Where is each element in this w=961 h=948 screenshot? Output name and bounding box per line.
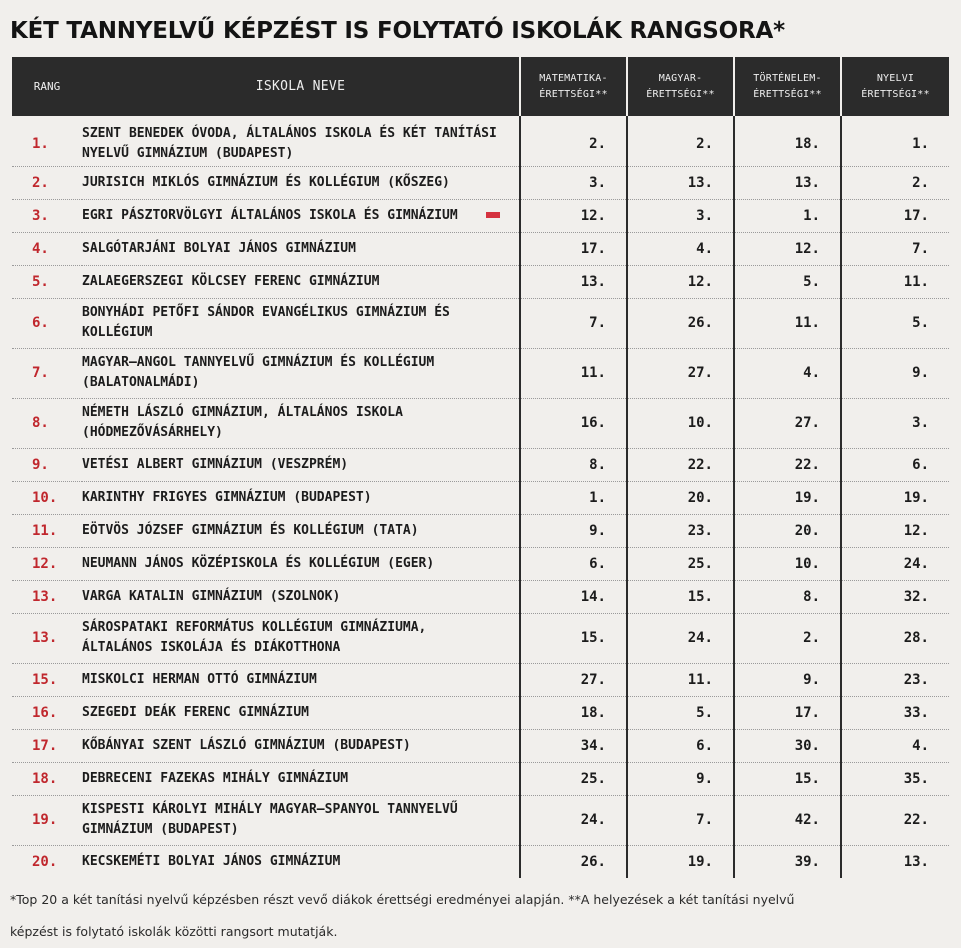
school-name-line: ZALAEGERSZEGI KÖLCSEY FERENC GIMNÁZIUM xyxy=(82,273,380,289)
header-hungarian xyxy=(627,57,734,116)
school-cell xyxy=(82,514,520,547)
math-rank-cell: 17. xyxy=(520,232,627,265)
school-name-line: NEUMANN JÁNOS KÖZÉPISKOLA ÉS KOLLÉGIUM (EGER) xyxy=(82,555,435,571)
school-name-line: SZENT BENEDEK ÓVODA, ÁLTALÁNOS ISKOLA ÉS KÉT TANÍTÁSI xyxy=(82,125,497,141)
header-math-line-2: ÉRETTSÉGI** xyxy=(539,88,608,100)
history-rank-cell: 12. xyxy=(734,232,841,265)
school-name-line: VETÉSI ALBERT GIMNÁZIUM (VESZPRÉM) xyxy=(82,456,349,472)
school-name-line: VARGA KATALIN GIMNÁZIUM (SZOLNOK) xyxy=(82,588,341,604)
history-rank-cell: 5. xyxy=(734,265,841,298)
table-row xyxy=(12,795,949,845)
rank-cell: 16. xyxy=(12,696,82,729)
hungarian-rank-cell: 4. xyxy=(627,232,734,265)
school-cell xyxy=(82,116,520,166)
hungarian-rank-cell: 6. xyxy=(627,729,734,762)
table-row xyxy=(12,348,949,398)
school-name-line: SÁROSPATAKI REFORMÁTUS KOLLÉGIUM GIMNÁZIUMA, xyxy=(82,620,427,635)
table-row xyxy=(12,762,949,795)
math-rank-cell: 8. xyxy=(520,448,627,481)
math-rank-cell: 18. xyxy=(520,696,627,729)
history-rank-cell: 2. xyxy=(734,613,841,663)
school-name-line: JURISICH MIKLÓS GIMNÁZIUM ÉS KOLLÉGIUM (KŐSZEG) xyxy=(82,174,450,190)
language-rank-cell: 13. xyxy=(841,845,949,878)
rank-cell: 19. xyxy=(12,795,82,845)
school-name-line: NÉMETH LÁSZLÓ GIMNÁZIUM, ÁLTALÁNOS ISKOLA xyxy=(82,405,403,420)
school-name-line: KOLLÉGIUM xyxy=(82,325,153,340)
rank-cell: 4. xyxy=(12,232,82,265)
hungarian-rank-cell: 3. xyxy=(627,199,734,232)
school-cell xyxy=(82,845,520,878)
school-name-text: EGRI PÁSZTORVÖLGYI ÁLTALÁNOS ISKOLA ÉS GIMNÁZIUM xyxy=(82,207,458,223)
history-rank-cell: 18. xyxy=(734,116,841,166)
table-row xyxy=(12,481,949,514)
language-rank-cell: 33. xyxy=(841,696,949,729)
rank-cell: 13. xyxy=(12,613,82,663)
math-rank-cell: 16. xyxy=(520,398,627,448)
header-history-line-1: TÖRTÉNELEM- xyxy=(753,72,822,84)
school-cell xyxy=(82,448,520,481)
rank-cell: 18. xyxy=(12,762,82,795)
hungarian-rank-cell: 23. xyxy=(627,514,734,547)
language-rank-cell: 7. xyxy=(841,232,949,265)
school-name-line xyxy=(82,206,513,226)
header-hungarian-line-2: ÉRETTSÉGI** xyxy=(646,88,715,100)
ranking-table xyxy=(12,57,949,878)
school-cell xyxy=(82,663,520,696)
history-rank-cell: 15. xyxy=(734,762,841,795)
hungarian-rank-cell: 19. xyxy=(627,845,734,878)
math-rank-cell: 15. xyxy=(520,613,627,663)
table-row xyxy=(12,116,949,166)
header-school: ISKOLA NEVE xyxy=(255,78,346,94)
math-rank-cell: 13. xyxy=(520,265,627,298)
hungarian-rank-cell: 15. xyxy=(627,580,734,613)
rank-cell: 6. xyxy=(12,298,82,348)
language-rank-cell: 1. xyxy=(841,116,949,166)
school-cell xyxy=(82,265,520,298)
school-name-line: KECSKEMÉTI BOLYAI JÁNOS GIMNÁZIUM xyxy=(82,853,341,869)
table-row xyxy=(12,696,949,729)
page-title: KÉT TANNYELVŰ KÉPZÉST IS FOLYTATÓ ISKOLÁK RANGSORA* xyxy=(10,18,785,44)
math-rank-cell: 3. xyxy=(520,166,627,199)
table-row xyxy=(12,580,949,613)
math-rank-cell: 1. xyxy=(520,481,627,514)
header-hungarian-line-1: MAGYAR- xyxy=(658,72,703,84)
rank-cell: 8. xyxy=(12,398,82,448)
language-rank-cell: 12. xyxy=(841,514,949,547)
footnote-line-1: *Top 20 a két tanítási nyelvű képzésben részt vevő diákok érettségi eredményei alapján. **A helyezések a két tanítási nyelvű xyxy=(10,892,795,907)
school-name-line: KARINTHY FRIGYES GIMNÁZIUM (BUDAPEST) xyxy=(82,489,372,505)
table-row xyxy=(12,265,949,298)
hungarian-rank-cell: 27. xyxy=(627,348,734,398)
history-rank-cell: 27. xyxy=(734,398,841,448)
school-cell xyxy=(82,613,520,663)
math-rank-cell: 14. xyxy=(520,580,627,613)
school-cell xyxy=(82,481,520,514)
language-rank-cell: 9. xyxy=(841,348,949,398)
history-rank-cell: 30. xyxy=(734,729,841,762)
table-row xyxy=(12,199,949,232)
table-row xyxy=(12,298,949,348)
language-rank-cell: 35. xyxy=(841,762,949,795)
language-rank-cell: 6. xyxy=(841,448,949,481)
rank-cell: 9. xyxy=(12,448,82,481)
school-name-line: SALGÓTARJÁNI BOLYAI JÁNOS GIMNÁZIUM xyxy=(82,240,356,256)
table-body xyxy=(12,116,949,878)
hungarian-rank-cell: 9. xyxy=(627,762,734,795)
math-rank-cell: 7. xyxy=(520,298,627,348)
hungarian-rank-cell: 25. xyxy=(627,547,734,580)
history-rank-cell: 17. xyxy=(734,696,841,729)
header-history xyxy=(734,57,841,116)
school-cell xyxy=(82,348,520,398)
language-rank-cell: 22. xyxy=(841,795,949,845)
header-language-line-2: ÉRETTSÉGI** xyxy=(861,88,930,100)
school-cell xyxy=(82,696,520,729)
rank-cell: 10. xyxy=(12,481,82,514)
hungarian-rank-cell: 12. xyxy=(627,265,734,298)
language-rank-cell: 19. xyxy=(841,481,949,514)
math-rank-cell: 9. xyxy=(520,514,627,547)
school-name-line: MAGYAR–ANGOL TANNYELVŰ GIMNÁZIUM ÉS KOLLÉGIUM xyxy=(82,355,435,370)
history-rank-cell: 8. xyxy=(734,580,841,613)
school-name-line: GIMNÁZIUM (BUDAPEST) xyxy=(82,822,239,837)
table-row xyxy=(12,166,949,199)
footnote-line-2: képzést is folytató iskolák közötti rangsort mutatják. xyxy=(10,924,338,939)
history-rank-cell: 20. xyxy=(734,514,841,547)
table-row xyxy=(12,845,949,878)
rank-cell: 2. xyxy=(12,166,82,199)
school-name-line: BONYHÁDI PETŐFI SÁNDOR EVANGÉLIKUS GIMNÁZIUM ÉS xyxy=(82,305,450,320)
language-rank-cell: 5. xyxy=(841,298,949,348)
school-name-line: SZEGEDI DEÁK FERENC GIMNÁZIUM xyxy=(82,704,309,720)
school-name-line: ÁLTALÁNOS ISKOLÁJA ÉS DIÁKOTTHONA xyxy=(82,640,341,655)
rank-cell: 17. xyxy=(12,729,82,762)
math-rank-cell: 2. xyxy=(520,116,627,166)
table-row xyxy=(12,663,949,696)
history-rank-cell: 22. xyxy=(734,448,841,481)
school-name-line: DEBRECENI FAZEKAS MIHÁLY GIMNÁZIUM xyxy=(82,770,349,786)
table-row xyxy=(12,729,949,762)
table-row xyxy=(12,398,949,448)
math-rank-cell: 24. xyxy=(520,795,627,845)
school-cell xyxy=(82,762,520,795)
hungarian-rank-cell: 26. xyxy=(627,298,734,348)
hungarian-rank-cell: 7. xyxy=(627,795,734,845)
language-rank-cell: 32. xyxy=(841,580,949,613)
school-cell xyxy=(82,199,520,232)
history-rank-cell: 39. xyxy=(734,845,841,878)
history-rank-cell: 1. xyxy=(734,199,841,232)
hungarian-rank-cell: 2. xyxy=(627,116,734,166)
math-rank-cell: 27. xyxy=(520,663,627,696)
language-rank-cell: 11. xyxy=(841,265,949,298)
school-cell xyxy=(82,232,520,265)
header-language-line-1: NYELVI xyxy=(876,72,915,84)
language-rank-cell: 17. xyxy=(841,199,949,232)
history-rank-cell: 13. xyxy=(734,166,841,199)
language-rank-cell: 2. xyxy=(841,166,949,199)
hungarian-rank-cell: 5. xyxy=(627,696,734,729)
school-cell xyxy=(82,729,520,762)
header-history-line-2: ÉRETTSÉGI** xyxy=(753,88,822,100)
math-rank-cell: 12. xyxy=(520,199,627,232)
school-name-line: MISKOLCI HERMAN OTTÓ GIMNÁZIUM xyxy=(82,671,317,687)
math-rank-cell: 6. xyxy=(520,547,627,580)
highlight-marker-icon xyxy=(486,212,500,218)
table-row xyxy=(12,514,949,547)
school-name-line: (BALATONALMÁDI) xyxy=(82,375,200,390)
table-header-row xyxy=(12,57,949,116)
table-row xyxy=(12,232,949,265)
history-rank-cell: 42. xyxy=(734,795,841,845)
rank-cell: 20. xyxy=(32,853,58,870)
language-rank-cell: 23. xyxy=(841,663,949,696)
history-rank-cell: 19. xyxy=(734,481,841,514)
language-rank-cell: 28. xyxy=(841,613,949,663)
rank-cell: 3. xyxy=(12,199,82,232)
ranking-table-wrap xyxy=(12,57,949,878)
language-rank-cell: 3. xyxy=(841,398,949,448)
history-rank-cell: 9. xyxy=(734,663,841,696)
school-name-line: (HÓDMEZŐVÁSÁRHELY) xyxy=(82,425,223,440)
school-cell xyxy=(82,166,520,199)
header-math-line-1: MATEMATIKA- xyxy=(539,72,608,84)
school-name-line: KISPESTI KÁROLYI MIHÁLY MAGYAR–SPANYOL TANNYELVŰ xyxy=(82,802,458,817)
school-name-line: NYELVŰ GIMNÁZIUM (BUDAPEST) xyxy=(82,145,294,161)
history-rank-cell: 10. xyxy=(734,547,841,580)
school-name-line: EÖTVÖS JÓZSEF GIMNÁZIUM ÉS KOLLÉGIUM (TATA) xyxy=(82,522,419,538)
hungarian-rank-cell: 24. xyxy=(627,613,734,663)
school-cell xyxy=(82,547,520,580)
history-rank-cell: 4. xyxy=(734,348,841,398)
header-language xyxy=(841,57,949,116)
language-rank-cell: 4. xyxy=(841,729,949,762)
rank-cell: 11. xyxy=(12,514,82,547)
rank-cell: 12. xyxy=(12,547,82,580)
history-rank-cell: 11. xyxy=(734,298,841,348)
school-cell xyxy=(82,298,520,348)
hungarian-rank-cell: 22. xyxy=(627,448,734,481)
header-math xyxy=(520,57,627,116)
table-row xyxy=(12,547,949,580)
rank-cell: 7. xyxy=(12,348,82,398)
school-cell xyxy=(82,580,520,613)
math-rank-cell: 11. xyxy=(520,348,627,398)
math-rank-cell: 34. xyxy=(520,729,627,762)
hungarian-rank-cell: 13. xyxy=(627,166,734,199)
school-cell xyxy=(82,795,520,845)
language-rank-cell: 24. xyxy=(841,547,949,580)
school-cell xyxy=(82,398,520,448)
hungarian-rank-cell: 20. xyxy=(627,481,734,514)
hungarian-rank-cell: 11. xyxy=(627,663,734,696)
math-rank-cell: 26. xyxy=(520,845,627,878)
table-row xyxy=(12,448,949,481)
rank-cell: 1. xyxy=(12,116,82,166)
header-rank: RANG xyxy=(33,79,61,93)
rank-cell: 13. xyxy=(12,580,82,613)
math-rank-cell: 25. xyxy=(520,762,627,795)
rank-cell: 15. xyxy=(12,663,82,696)
hungarian-rank-cell: 10. xyxy=(627,398,734,448)
school-name-line: KŐBÁNYAI SZENT LÁSZLÓ GIMNÁZIUM (BUDAPEST) xyxy=(82,737,411,753)
footnote xyxy=(10,884,950,948)
rank-cell: 5. xyxy=(12,265,82,298)
table-row xyxy=(12,613,949,663)
